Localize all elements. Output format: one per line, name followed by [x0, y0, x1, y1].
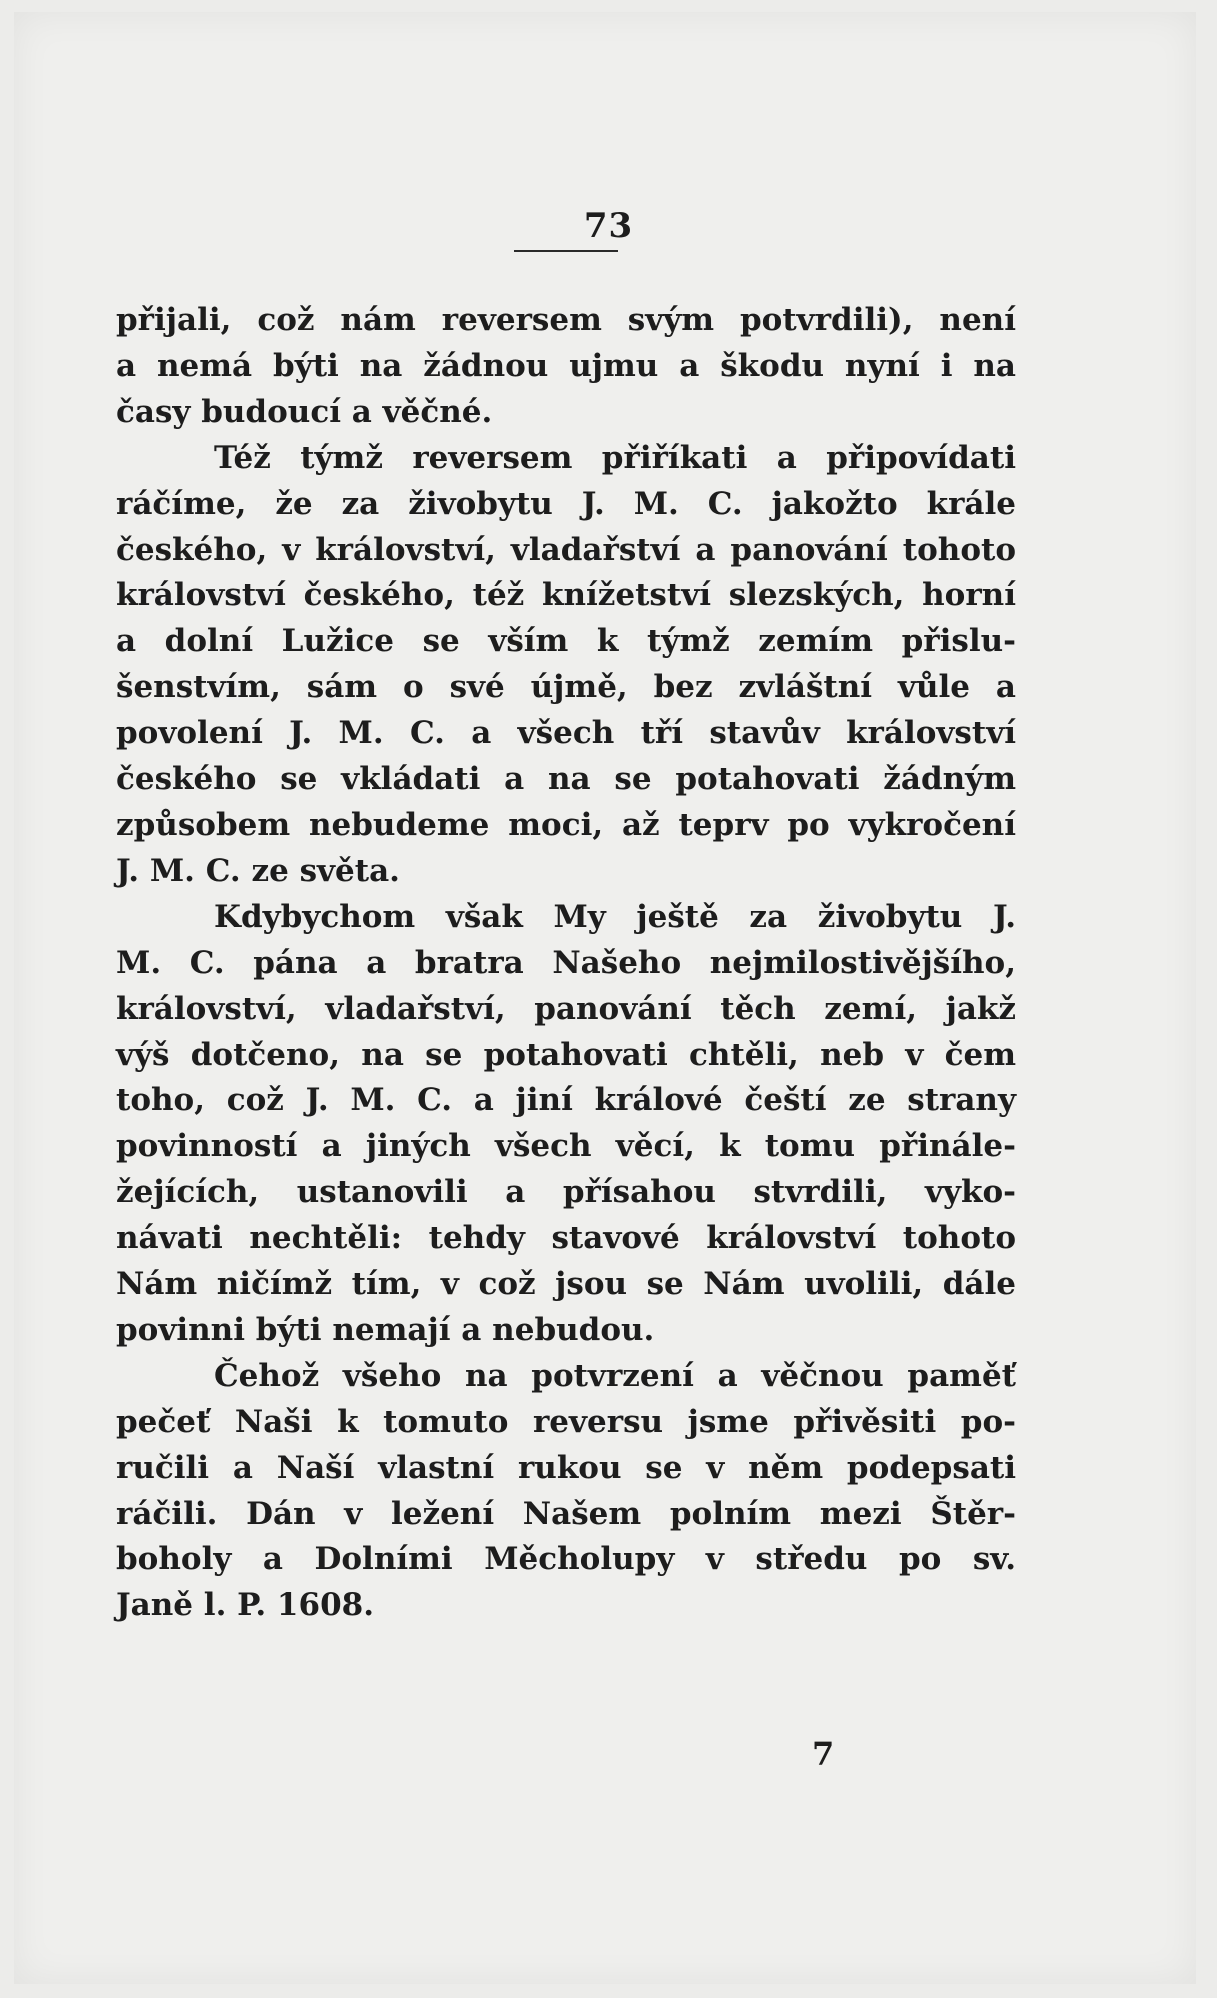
text-line: Též týmž reversem přiříkati a připovídati	[214, 439, 1016, 476]
signature-mark: 7	[812, 1735, 835, 1773]
text-line: šenstvím, sám o své újmě, bez zvláštní vůle a	[116, 669, 1016, 706]
text-line: povinni býti nemají a nebudou.	[116, 1311, 655, 1348]
text-line: přijali, což nám reversem svým potvrdili), není	[116, 302, 1016, 338]
text-line: Čehož všeho na potvrzení a věčnou paměť	[214, 1357, 1016, 1394]
text-line: království českého, též knížetství slezských, horní	[116, 577, 1016, 614]
text-line: toho, což J. M. C. a jiní králové čeští ze strany	[116, 1082, 1016, 1119]
text-line: ráčíme, že za živobytu J. M. C. jakožto krále	[116, 485, 1016, 522]
text-line: českého, v království, vladařství a panování tohoto	[116, 531, 1016, 568]
text-line: pečeť Naši k tomuto reversu jsme přivěsiti po-	[116, 1403, 1016, 1440]
text-line: způsobem nebudeme moci, až teprv po vykročení	[116, 806, 1016, 843]
text-line: ráčili. Dán v ležení Našem polním mezi Štěr-	[116, 1495, 1016, 1532]
text-line: J. M. C. ze světa.	[116, 852, 400, 889]
page-number: 73	[583, 206, 634, 246]
body-text	[116, 298, 1016, 1629]
text-line: českého se vkládati a na se potahovati žádným	[116, 761, 1016, 798]
text-line: M. C. pána a bratra Našeho nejmilostivějšího,	[116, 944, 1016, 981]
text-line: povinností a jiných všech věcí, k tomu přinále-	[116, 1128, 1016, 1165]
text-line: Kdybychom však My ještě za živobytu J.	[214, 898, 1016, 935]
text-line: a dolní Lužice se vším k týmž zemím přislu-	[116, 623, 1016, 660]
text-line: boholy a Dolními Měcholupy v středu po sv.	[116, 1541, 1016, 1578]
page-number-rule	[514, 250, 618, 252]
text-line: Janě l. P. 1608.	[116, 1587, 375, 1624]
text-line: království, vladařství, panování těch zemí, jakž	[116, 990, 1016, 1027]
text-line: Nám ničímž tím, v což jsou se Nám uvolili, dále	[116, 1266, 1016, 1303]
text-line: žejících, ustanovili a přísahou stvrdili, vyko-	[116, 1174, 1016, 1211]
text-line: časy budoucí a věčné.	[116, 393, 493, 430]
text-line: povolení J. M. C. a všech tří stavův království	[116, 715, 1016, 752]
text-line: ručili a Naší vlastní rukou se v něm podepsati	[116, 1449, 1016, 1486]
text-line: a nemá býti na žádnou ujmu a škodu nyní i na	[116, 347, 1016, 384]
text-line: návati nechtěli: tehdy stavové království tohoto	[116, 1220, 1016, 1257]
text-line: výš dotčeno, na se potahovati chtěli, neb v čem	[116, 1036, 1016, 1073]
